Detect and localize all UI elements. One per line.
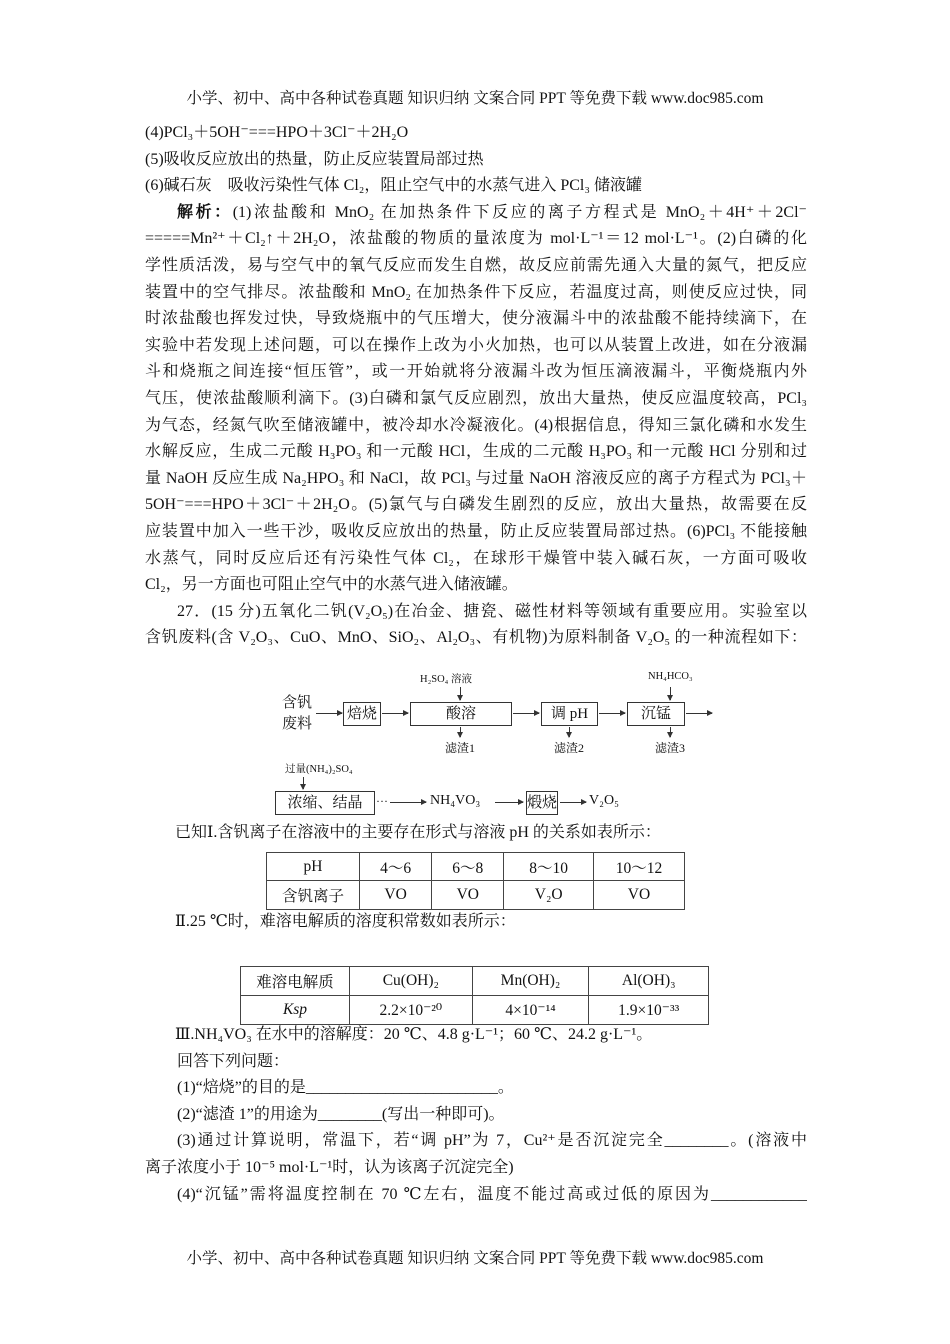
flow-residue-1: 滤渣1 xyxy=(445,741,476,755)
flow-arrow xyxy=(670,687,671,700)
table-cell: 4～6 xyxy=(360,853,432,881)
flow-reagent-h2so4: H₂SO₄ 溶液 xyxy=(420,674,472,685)
q27-line: 含钒废料(含 V₂O₃、CuO、MnO、SiO₂、Al₂O₃、有机物)为原料制备 V₂O₅ 的一种流程如下： xyxy=(145,629,807,647)
questions-block xyxy=(145,1022,807,1208)
page-header: 小学、初中、高中各种试卷真题 知识归纳 文案合同 PPT 等免费下载 www.doc985.com xyxy=(186,90,764,107)
flow-arrow xyxy=(686,713,712,714)
ksp-table xyxy=(240,966,709,1025)
question-1: (1)“焙烧”的目的是________________________。 xyxy=(177,1079,514,1097)
flow-dots: ··· xyxy=(376,794,388,808)
flow-reagent-nh4so4: 过量(NH₄)₂SO₄ xyxy=(285,764,353,775)
question-4: (4)“沉锰”需将温度控制在 70 ℃左右，温度不能过高或过低的原因为____________ xyxy=(177,1185,807,1203)
answer-5: (5)吸收反应放出的热量，防止反应装置局部过热 xyxy=(145,150,484,168)
analysis-label: 解析： xyxy=(177,203,233,221)
flow-arrow xyxy=(316,713,342,714)
flow-arrow xyxy=(599,713,625,714)
flow-start-2: 废料 xyxy=(282,716,313,732)
table-row xyxy=(267,853,685,881)
flow-residue-3: 滤渣3 xyxy=(655,741,686,755)
table-cell: VO xyxy=(432,881,504,910)
table-row xyxy=(241,967,709,996)
flow-arrow xyxy=(670,727,671,737)
table-cell: V₂O xyxy=(504,881,594,910)
question-2: (2)“滤渣 1”的用途为________(写出一种即可)。 xyxy=(177,1105,505,1123)
analysis-line xyxy=(145,200,807,227)
table-cell: 含钒离子 xyxy=(267,881,360,910)
analysis-line: Cl₂，另一方面也可阻止空气中的水蒸气进入储液罐。 xyxy=(145,576,518,594)
analysis-line: 时浓盐酸也挥发过快，导致烧瓶中的气压增大，使分液漏斗中的浓盐酸不能持续滴下，在 xyxy=(145,310,807,328)
page-footer: 小学、初中、高中各种试卷真题 知识归纳 文案合同 PPT 等免费下载 www.doc985.com xyxy=(186,1250,764,1267)
table-cell: pH xyxy=(267,853,360,881)
q27-line: 27．(15 分)五氧化二钒(V₂O₅)在冶金、搪瓷、磁性材料等领域有重要应用。实验室以 xyxy=(177,602,807,620)
flow-arrow xyxy=(460,727,461,737)
known-1: 已知Ⅰ.含钒离子在溶液中的主要存在形式与溶液 pH 的关系如表所示： xyxy=(175,824,661,841)
analysis-line: 应装置中加入一些干沙，吸收反应放出的热量，防止反应装置局部过热。(6)PCl₃ 不能接触 xyxy=(145,522,807,540)
question-3: (3)通过计算说明，常温下，若“调 pH”为 7，Cu²⁺是否沉淀完全________。(溶液中 xyxy=(177,1132,807,1150)
table-cell: Mn(OH)₂ xyxy=(472,967,589,996)
analysis-line: 为气态，经氮气吹至储液罐中，被冷却水冷凝液化。(4)根据信息，得知三氯化磷和水发生 xyxy=(145,416,807,434)
flow-reagent-nh4hco3: NH₄HCO₃ xyxy=(648,671,693,682)
flow-step-ph: 调 pH xyxy=(541,702,598,726)
analysis-line: 量 NaOH 反应生成 Na₂HPO₃ 和 NaCl，故 PCl₃ 与过量 NaOH 溶液反应的离子方程式为 PCl₃＋ xyxy=(145,469,807,487)
flow-start-1: 含钒 xyxy=(282,695,313,711)
flow-arrow xyxy=(390,802,426,803)
table-cell: Al(OH)₃ xyxy=(589,967,709,996)
answers-block xyxy=(145,120,807,652)
flow-arrow xyxy=(382,713,408,714)
table-cell: VO xyxy=(594,881,685,910)
flow-product-v2o5: V₂O₅ xyxy=(589,793,619,808)
analysis-line: 水蒸气，同时反应后还有污染性气体 Cl₂，在球形干燥管中装入碱石灰，一方面可吸收 xyxy=(145,549,807,567)
answer-6: (6)碱石灰 吸收污染性气体 Cl₂，阻止空气中的水蒸气进入 PCl₃ 储液罐 xyxy=(145,177,642,195)
analysis-line: =====Mn²⁺＋Cl₂↑＋2H₂O，浓盐酸的物质的量浓度为 mol·L⁻¹＝12 mol·L⁻¹。(2)白磷的化 xyxy=(145,230,807,248)
analysis-line: 实验中若发现上述问题，可以在操作上改为小火加热，也可以从装置上改进，如在分液漏 xyxy=(145,336,807,354)
analysis-line: 5OH⁻===HPO＋3Cl⁻＋2H₂O。(5)氯气与白磷发生剧烈的反应，放出大量热，故需要在反 xyxy=(145,496,807,514)
flow-step-calcine: 煅烧 xyxy=(526,791,558,815)
flow-step-acid: 酸溶 xyxy=(410,702,512,726)
table-cell: VO xyxy=(360,881,432,910)
table-cell: 8～10 xyxy=(504,853,594,881)
vanadium-ion-table xyxy=(266,852,685,910)
table-cell: Ksp xyxy=(241,996,350,1025)
table-cell: 10～12 xyxy=(594,853,685,881)
table-cell: 4×10⁻¹⁴ xyxy=(472,996,589,1025)
flow-step-roast: 焙烧 xyxy=(343,702,381,726)
table-cell: 6～8 xyxy=(432,853,504,881)
table-cell: 难溶电解质 xyxy=(241,967,350,996)
flow-arrow xyxy=(303,777,304,789)
flow-step-mn: 沉锰 xyxy=(627,702,685,726)
known-3: Ⅲ.NH₄VO₃ 在水中的溶解度：20 ℃、4.8 g·L⁻¹；60 ℃、24.2 g·L⁻¹。 xyxy=(175,1026,653,1043)
analysis-line: 水解反应，生成二元酸 H₃PO₃ 和一元酸 HCl，生成的二元酸 H₃PO₃ 和一元酸 HCl 分别和过 xyxy=(145,443,807,461)
process-flowchart xyxy=(270,665,730,815)
analysis-line: 学性质活泼，易与空气中的氧气反应而发生自燃，故反应前需先通入大量的氮气，把反应 xyxy=(145,256,807,274)
table-row xyxy=(267,881,685,910)
analysis-line: 斗和烧瓶之间连接“恒压管”，或一开始就将分液漏斗改为恒压滴液漏斗，平衡烧瓶内外 xyxy=(145,363,807,381)
analysis-line: 装置中的空气排尽。浓盐酸和 MnO₂ 在加热条件下反应，若温度过高，则使反应过快，同 xyxy=(145,283,807,301)
table-cell: 1.9×10⁻³³ xyxy=(589,996,709,1025)
flow-arrow xyxy=(460,687,461,700)
answer-4: (4)PCl₃＋5OH⁻===HPO＋3Cl⁻＋2H₂O xyxy=(145,124,409,141)
flow-arrow xyxy=(495,802,523,803)
table-cell: Cu(OH)₂ xyxy=(350,967,473,996)
flow-product-nh4vo3: NH₄VO₃ xyxy=(430,793,481,808)
question-3-note: 离子浓度小于 10⁻⁵ mol·L⁻¹时，认为该离子沉淀完全) xyxy=(145,1158,514,1176)
flow-residue-2: 滤渣2 xyxy=(554,741,585,755)
flow-arrow xyxy=(569,727,570,737)
flow-arrow xyxy=(560,802,586,803)
known-2: Ⅱ.25 ℃时，难溶电解质的溶度积常数如表所示： xyxy=(175,913,516,930)
analysis-line: 气压，使浓盐酸顺利滴下。(3)白磷和氯气反应剧烈，放出大量热，使反应温度较高，PCl₃ xyxy=(145,389,807,407)
table-cell: 2.2×10⁻²⁰ xyxy=(350,996,473,1025)
analysis-text: (1)浓盐酸和 MnO₂ 在加热条件下反应的离子方程式是 MnO₂＋4H⁺＋2Cl⁻ xyxy=(232,203,807,221)
flow-arrow xyxy=(513,713,539,714)
table-row xyxy=(241,996,709,1025)
questions-intro: 回答下列问题： xyxy=(177,1052,290,1070)
flow-step-crystallize: 浓缩、结晶 xyxy=(275,791,375,815)
